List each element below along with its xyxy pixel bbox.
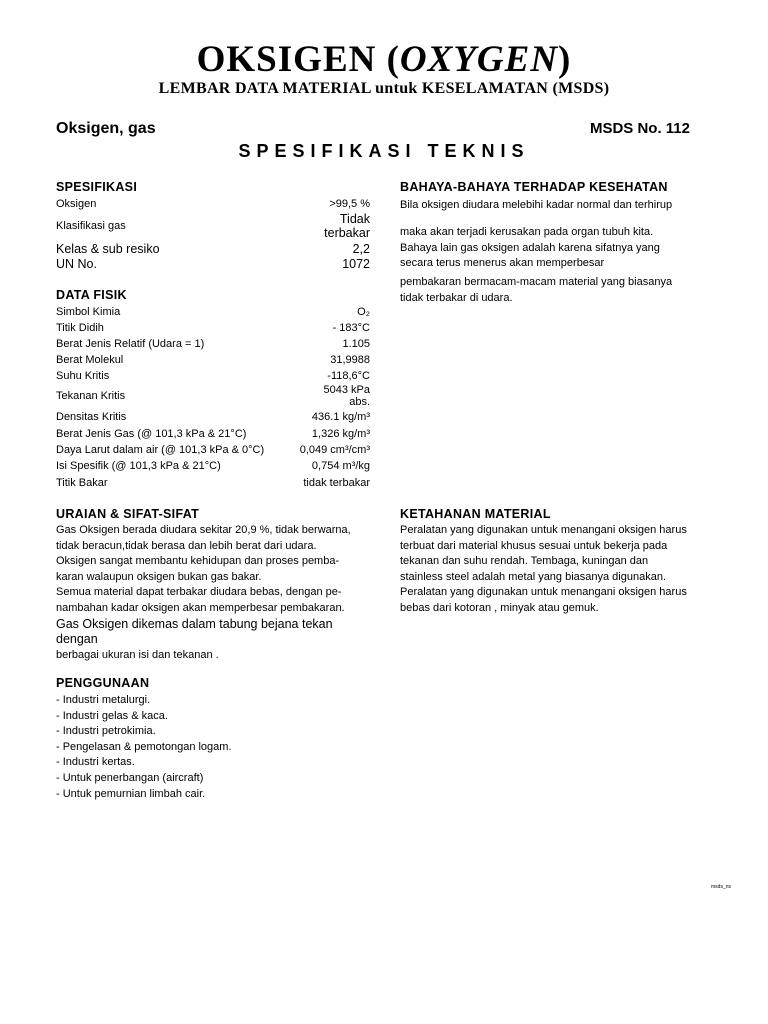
fisik-value: 1,326 kg/m³ — [311, 428, 370, 440]
msds-number: MSDS No. 112 — [589, 120, 690, 137]
spec-value: >99,5 % — [329, 198, 370, 210]
spec-row — [56, 197, 370, 211]
fisik-label: Suhu Kritis — [56, 370, 110, 382]
text-line: Peralatan yang digunakan untuk menangani oksigen harus — [400, 586, 687, 599]
fisik-value: 0,049 cm³/cm³ — [299, 444, 370, 456]
fisik-label: Densitas Kritis — [56, 411, 127, 423]
text-line: stainless steel adalah metal yang biasanya digunakan. — [400, 570, 667, 583]
ketahanan-text — [400, 523, 687, 617]
bahaya-text — [400, 198, 672, 306]
data-fisik-heading: DATA FISIK — [56, 288, 127, 302]
uraian-heading: URAIAN & SIFAT-SIFAT — [56, 507, 200, 521]
spec-label: Kelas & sub resiko — [56, 241, 160, 256]
spec-row — [56, 256, 370, 271]
text-line: maka akan terjadi kerusakan pada organ tubuh kita. — [400, 226, 654, 238]
text-line: bebas dari kotoran , minyak atau gemuk. — [400, 601, 599, 614]
title-italic: OXYGEN — [399, 39, 559, 80]
product-name: Oksigen, gas — [56, 120, 156, 137]
uraian-text — [56, 523, 351, 663]
fisik-label: Titik Didih — [56, 322, 104, 334]
fisik-label: Berat Jenis Gas (@ 101,3 kPa & 21°C) — [56, 428, 247, 440]
text-line: tidak terbakar di udara. — [400, 291, 513, 304]
fisik-row — [56, 410, 370, 424]
text-line: Semua material dapat terbakar diudara bebas, dengan pe- — [56, 586, 342, 599]
spec-value: Tidak terbakar — [324, 212, 370, 240]
fisik-row — [56, 369, 370, 383]
fisik-label: Titik Bakar — [56, 477, 108, 489]
list-item: - Pengelasan & pemotongan logam. — [56, 740, 232, 753]
fisik-value: 436.1 kg/m³ — [311, 411, 370, 423]
fisik-label: Daya Larut dalam air (@ 101,3 kPa & 0°C) — [56, 444, 265, 456]
fisik-value: tidak terbakar — [303, 477, 370, 489]
footer-tag: msds_ns — [711, 884, 732, 890]
list-item: - Industri kertas. — [56, 756, 135, 769]
fisik-row — [56, 321, 370, 335]
fisik-row — [56, 427, 370, 441]
fisik-value: 5043 kPa abs. — [323, 384, 370, 408]
title-main: OKSIGEN ( — [196, 39, 400, 80]
fisik-label: Isi Spesifik (@ 101,3 kPa & 21°C) — [56, 460, 221, 472]
list-item: - Industri petrokimia. — [56, 725, 156, 738]
bahaya-heading: BAHAYA-BAHAYA TERHADAP KESEHATAN — [400, 180, 668, 194]
text-line: karan walaupun oksigen bukan gas bakar. — [56, 570, 262, 583]
fisik-label: Tekanan Kritis — [56, 390, 126, 402]
text-line: terbuat dari material khusus sesuai untuk bekerja pada — [400, 539, 668, 552]
list-item: - Industri metalurgi. — [56, 694, 151, 706]
text-line: Peralatan yang digunakan untuk menangani oksigen harus — [400, 524, 687, 536]
text-line: Bahaya lain gas oksigen adalah karena sifatnya yang — [400, 241, 660, 254]
text-line: Gas Oksigen dikemas dalam tabung bejana tekan — [56, 616, 333, 631]
fisik-value: -118,6°C — [327, 370, 370, 382]
fisik-row — [56, 305, 370, 319]
text-line: Gas Oksigen berada diudara sekitar 20,9 %, tidak berwarna, — [56, 524, 351, 536]
fisik-row — [56, 353, 370, 367]
spec-row — [56, 212, 370, 240]
fisik-row — [56, 476, 370, 490]
fisik-row — [56, 383, 370, 409]
list-item: - Industri gelas & kaca. — [56, 709, 168, 722]
text-line: tekanan dan suhu rendah. Tembaga, kuningan dan — [400, 555, 649, 568]
fisik-value: - 183°C — [332, 322, 370, 334]
fisik-value: 0,754 m³/kg — [311, 460, 370, 472]
spec-label: UN No. — [56, 256, 97, 271]
text-line: nambahan kadar oksigen akan memperbesar pembakaran. — [56, 601, 345, 614]
spec-row — [56, 241, 370, 256]
penggunaan-heading: PENGGUNAAN — [56, 676, 150, 690]
fisik-label: Berat Jenis Relatif (Udara = 1) — [56, 338, 205, 350]
ketahanan-heading: KETAHANAN MATERIAL — [400, 507, 551, 521]
fisik-value: 31,9988 — [330, 354, 370, 366]
fisik-value: 1.105 — [342, 338, 370, 350]
spec-value: 2,2 — [352, 241, 370, 256]
spec-label: Oksigen — [56, 198, 97, 210]
fisik-row — [56, 337, 370, 351]
text-line: pembakaran bermacam-macam material yang biasanya — [400, 276, 673, 289]
section-title: SPESIFIKASI TEKNIS — [238, 141, 530, 161]
text-line: Oksigen sangat membantu kehidupan dan proses pemba- — [56, 555, 340, 568]
fisik-label: Berat Molekul — [56, 354, 124, 366]
list-item: - Untuk penerbangan (aircraft) — [56, 771, 204, 784]
text-line: tidak beracun,tidak berasa dan lebih berat dari udara. — [56, 539, 317, 552]
spec-value: 1072 — [342, 256, 370, 271]
text-line: secara terus menerus akan memperbesar — [400, 257, 605, 270]
text-line: berbagai ukuran isi dan tekanan . — [56, 648, 219, 661]
document-subtitle: LEMBAR DATA MATERIAL untuk KESELAMATAN (MSDS) — [158, 80, 610, 97]
fisik-value: O₂ — [357, 306, 370, 318]
spec-label: Klasifikasi gas — [56, 220, 126, 232]
fisik-row — [56, 443, 370, 457]
fisik-row — [56, 459, 370, 473]
fisik-label: Simbol Kimia — [56, 306, 121, 318]
list-item: - Untuk pemurnian limbah cair. — [56, 787, 206, 800]
document-title — [0, 38, 768, 82]
text-line: dengan — [56, 632, 98, 647]
spesifikasi-heading: SPESIFIKASI — [56, 180, 138, 194]
title-close: ) — [558, 39, 572, 80]
text-line: Bila oksigen diudara melebihi kadar normal dan terhirup — [400, 199, 673, 211]
penggunaan-list — [56, 693, 232, 802]
